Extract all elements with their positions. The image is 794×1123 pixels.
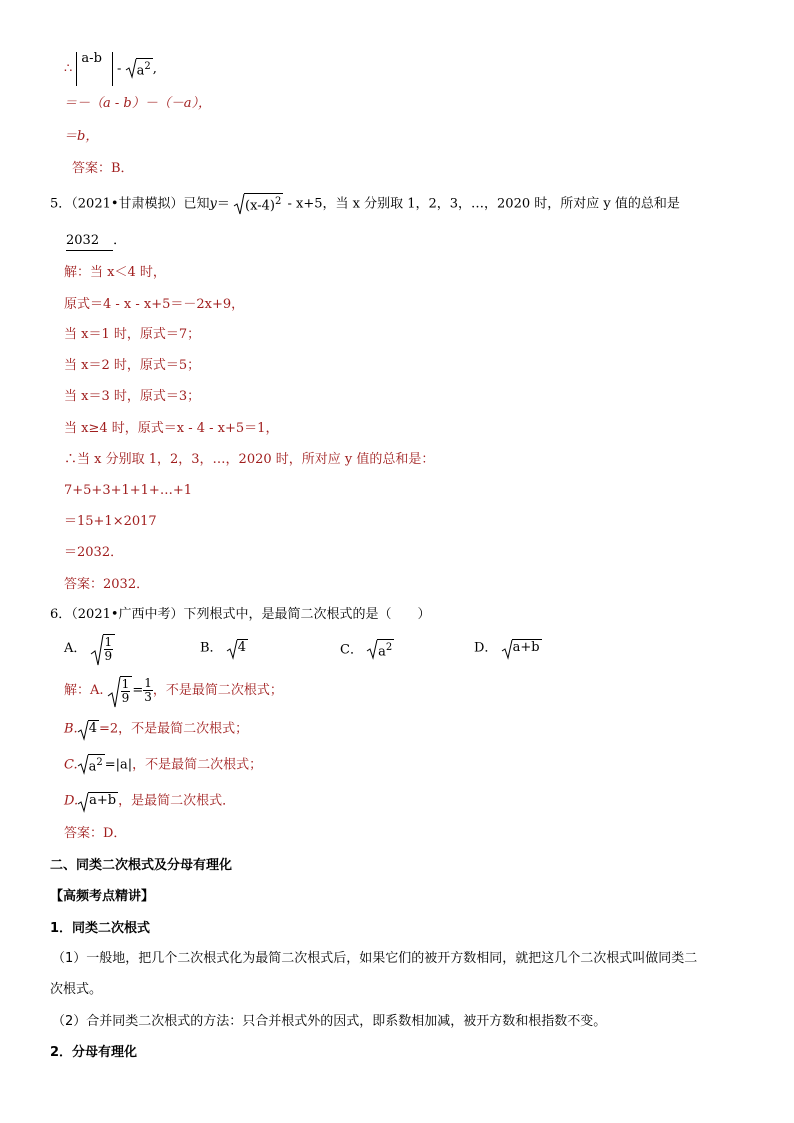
therefore-symbol: ∴ — [64, 61, 73, 77]
solution-line: 7+5+3+1+1+…+1 — [64, 483, 192, 498]
solution-line: 原式＝4 - x - x+5＝－2x+9， — [64, 297, 245, 312]
solution-line: 解：当 x＜4 时， — [64, 265, 166, 280]
radical: 4 — [78, 720, 99, 738]
section-heading: 二、同类二次根式及分母有理化 — [50, 858, 233, 873]
option-c: C． $a^2$ — [340, 639, 394, 661]
topic-heading: 1．同类二次根式 — [50, 921, 151, 936]
question-6: 6．（2021•广西中考）下列根式中，是最简二次根式的是（ ） — [50, 607, 431, 622]
absolute-value: a-b — [76, 52, 112, 86]
solution-b: B. 4 =2，不是最简二次根式； — [64, 720, 248, 739]
step-line: ＝－（a - b）－（－a）， — [64, 96, 211, 111]
radical: $(x-4)^2$ — [234, 193, 283, 215]
solution-line: 当 x＝1 时，原式＝7； — [64, 327, 201, 342]
answer-line: 答案：B． — [72, 161, 134, 176]
solution-line: 当 x＝2 时，原式＝5； — [64, 358, 201, 373]
solution-d: D. a+b ，是最简二次根式． — [64, 792, 235, 811]
line-therefore: ∴ a-b - $a^2$ , — [64, 52, 157, 86]
paragraph-continued: 次根式。 — [50, 982, 103, 997]
solution-line: ＝15+1×2017 — [64, 514, 157, 529]
solution-line: 当 x＝3 时，原式＝3； — [64, 389, 201, 404]
radical: a+b — [502, 639, 542, 657]
radical: 4 — [227, 639, 248, 657]
solution-line: 当 x≥4 时，原式＝x - 4 - x+5＝1， — [64, 421, 279, 436]
q5-answer-blank: 2032 ． — [66, 232, 126, 251]
radical: $\frac{1}{9}$ — [91, 634, 116, 663]
paragraph: （1）一般地，把几个二次根式化为最简二次根式后，如果它们的被开方数相同，就把这几个二次根式叫做同类二 — [52, 951, 698, 966]
option-a: A． $\frac{1}{9}$ — [64, 634, 115, 668]
radical: a+b — [78, 792, 118, 810]
subsection-heading: 【高频考点精讲】 — [50, 889, 155, 904]
radical: $a^2$ — [367, 639, 394, 661]
solution-line: ∴当 x 分别取 1，2，3，…，2020 时，所对应 y 值的总和是： — [64, 452, 435, 467]
answer-line: 答案：D． — [64, 826, 127, 841]
answer-line: 答案：2032． — [64, 577, 150, 592]
question-5: 5．（2021•甘肃模拟）已知y＝ $(x-4)^2 - x+5$，当 x 分别取 1，2，3，…，2020 时，所对应 y 值的总和是 — [50, 193, 680, 215]
topic-heading: 2．分母有理化 — [50, 1045, 138, 1060]
solution-line: ＝2032． — [64, 545, 124, 560]
radical: $a^2$ — [78, 754, 105, 776]
option-d: D． a+b — [474, 639, 542, 658]
radical: $\frac{1}{9}$ — [108, 676, 133, 705]
solution-c: C. $a^2 =|a|$，不是最简二次根式； — [64, 754, 262, 776]
paragraph: （2）合并同类二次根式的方法：只合并根式外的因式，即系数相加减，被开方数和根指数不变。 — [52, 1014, 607, 1029]
option-b: B． 4 — [200, 639, 248, 658]
radical: $a^2$ — [126, 58, 153, 80]
step-line: ＝b， — [64, 129, 99, 144]
solution-a: 解：A. $\frac{1}{9}$ = $\frac{1}{3}$ ，不是最简二次根式； — [64, 676, 283, 705]
